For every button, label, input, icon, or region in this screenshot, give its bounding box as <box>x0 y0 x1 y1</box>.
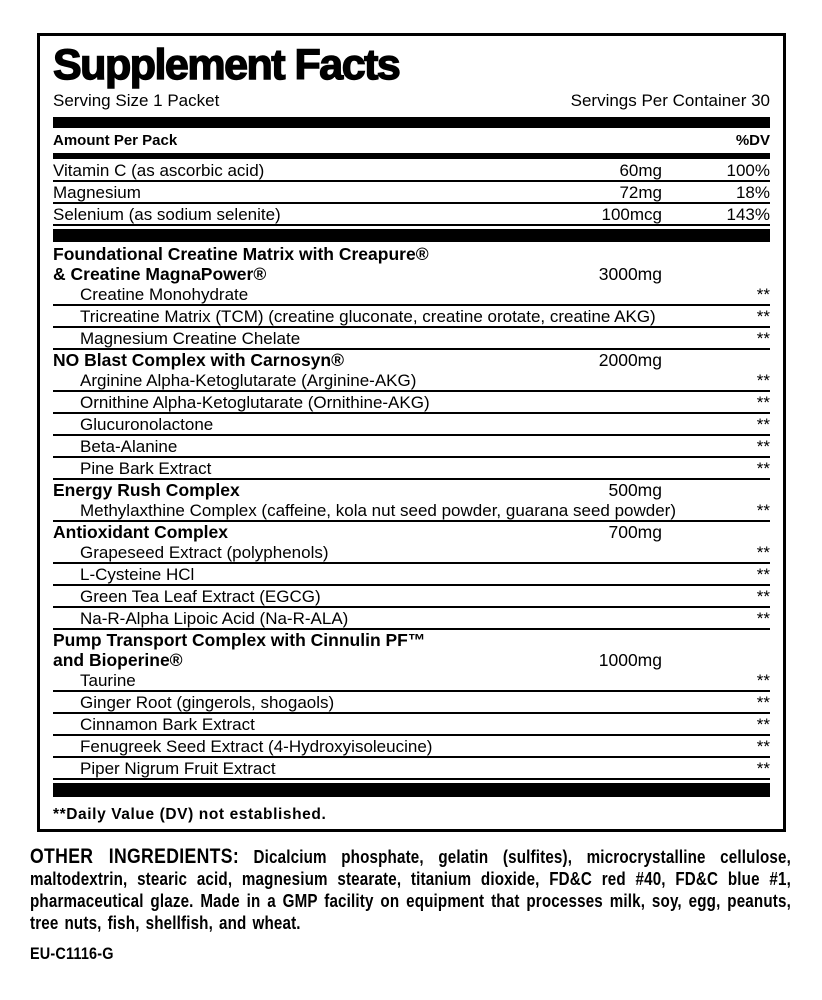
complex-ingredient-row <box>53 608 770 630</box>
complex-ingredient-row <box>53 284 770 306</box>
ingredient-name: Selenium (as sodium selenite) <box>53 205 281 224</box>
other-ingredients-text: Dicalcium phosphate, gelatin (sulfites), microcrystalline cellulose, maltodextrin, stearic acid, magnesium stearate, titanium dioxide, FD&C red #40, FD&C blue #1, pharmaceutical glaze. Made in a GMP facility on equipment that processes milk, soy, egg, peanuts, tree nuts, fish, shellfish, and wheat. <box>30 846 791 933</box>
complex-ingredient-row <box>53 458 770 480</box>
complex-heading-row <box>53 522 770 542</box>
ingredient-dv: ** <box>756 501 770 520</box>
complex-ingredient-row <box>53 586 770 608</box>
ingredient-name: Pump Transport Complex with Cinnulin PF™ <box>53 630 426 650</box>
ingredient-name: Energy Rush Complex <box>53 480 240 500</box>
vitamin-row <box>53 182 770 204</box>
ingredient-dv: 143% <box>726 205 770 224</box>
ingredient-dv: ** <box>756 609 770 628</box>
other-ingredients-paragraph <box>30 845 791 934</box>
complex-ingredient-row <box>53 436 770 458</box>
ingredient-name: Cinnamon Bark Extract <box>80 715 255 734</box>
panel-title: Supplement Facts <box>53 41 400 89</box>
complex-ingredient-row <box>53 736 770 758</box>
complex-ingredient-row <box>53 542 770 564</box>
ingredient-dv: ** <box>756 307 770 326</box>
complex-ingredient-row <box>53 392 770 414</box>
ingredient-dv: 100% <box>726 161 770 180</box>
ingredient-amount: 3000mg <box>598 264 662 284</box>
ingredient-name: Foundational Creatine Matrix with Creapure® <box>53 244 429 264</box>
ingredient-dv: ** <box>756 565 770 584</box>
complex-heading-row <box>53 264 770 284</box>
ingredient-name: Creatine Monohydrate <box>80 285 249 304</box>
ingredient-name: L-Cysteine HCl <box>80 565 195 584</box>
ingredient-amount: 100mcg <box>601 205 662 224</box>
dv-footnote: **Daily Value (DV) not established. <box>53 806 327 823</box>
amount-column-header: Amount Per Pack <box>53 132 178 149</box>
ingredient-name: Glucuronolactone <box>80 415 214 434</box>
vitamin-rows <box>53 160 770 226</box>
ingredient-name: Grapeseed Extract (polyphenols) <box>80 543 329 562</box>
complex-heading-row <box>53 650 770 670</box>
ingredient-name: Arginine Alpha-Ketoglutarate (Arginine-AKG) <box>80 371 417 390</box>
complex-ingredient-row <box>53 564 770 586</box>
servings-per-container: Servings Per Container 30 <box>570 91 770 110</box>
ingredient-name: Tricreatine Matrix (TCM) (creatine gluconate, creatine orotate, creatine AKG) <box>80 307 656 326</box>
complex-ingredient-row <box>53 758 770 780</box>
dv-column-header: %DV <box>735 132 770 149</box>
ingredient-name: Beta-Alanine <box>80 437 178 456</box>
other-ingredients-heading: OTHER INGREDIENTS: <box>30 844 240 868</box>
complex-heading-row <box>53 244 770 264</box>
ingredient-dv: 18% <box>735 183 770 202</box>
complex-ingredient-row <box>53 328 770 350</box>
complex-ingredient-row <box>53 306 770 328</box>
ingredient-dv: ** <box>756 459 770 478</box>
ingredient-dv: ** <box>756 285 770 304</box>
product-code: EU-C1116-G <box>30 944 114 963</box>
ingredient-amount: 700mg <box>608 522 662 542</box>
ingredient-dv: ** <box>756 437 770 456</box>
ingredient-name: NO Blast Complex with Carnosyn® <box>53 350 344 370</box>
ingredient-name: Fenugreek Seed Extract (4-Hydroxyisoleucine) <box>80 737 433 756</box>
ingredient-amount: 72mg <box>619 183 662 202</box>
ingredient-dv: ** <box>756 671 770 690</box>
ingredient-amount: 2000mg <box>598 350 662 370</box>
column-header-row <box>53 130 770 152</box>
ingredient-dv: ** <box>756 415 770 434</box>
complex-ingredient-row <box>53 714 770 736</box>
ingredient-dv: ** <box>756 543 770 562</box>
ingredient-dv: ** <box>756 759 770 778</box>
ingredient-name: Na-R-Alpha Lipoic Acid (Na-R-ALA) <box>80 609 349 628</box>
serving-size: Serving Size 1 Packet <box>53 91 220 110</box>
complex-heading-row <box>53 480 770 500</box>
divider-bar-bottom <box>53 783 770 797</box>
ingredient-amount: 500mg <box>608 480 662 500</box>
ingredient-name: Antioxidant Complex <box>53 522 229 542</box>
complex-heading-row <box>53 630 770 650</box>
ingredient-dv: ** <box>756 715 770 734</box>
complex-ingredient-row <box>53 670 770 692</box>
ingredient-name: Green Tea Leaf Extract (EGCG) <box>80 587 321 606</box>
ingredient-dv: ** <box>756 371 770 390</box>
complex-ingredient-row <box>53 414 770 436</box>
ingredient-dv: ** <box>756 693 770 712</box>
complex-ingredient-row <box>53 500 770 522</box>
ingredient-dv: ** <box>756 393 770 412</box>
vitamin-row <box>53 160 770 182</box>
ingredient-name: Magnesium Creatine Chelate <box>80 329 301 348</box>
complex-rows <box>53 244 770 780</box>
ingredient-name: Pine Bark Extract <box>80 459 212 478</box>
ingredient-name: Taurine <box>80 671 136 690</box>
ingredient-name: Magnesium <box>53 183 141 202</box>
ingredient-name: Ornithine Alpha-Ketoglutarate (Ornithine-AKG) <box>80 393 430 412</box>
ingredient-amount: 60mg <box>619 161 662 180</box>
divider-bar-medium <box>53 153 770 159</box>
ingredient-name: and Bioperine® <box>53 650 183 670</box>
complex-ingredient-row <box>53 370 770 392</box>
ingredient-name: Ginger Root (gingerols, shogaols) <box>80 693 335 712</box>
ingredient-dv: ** <box>756 587 770 606</box>
ingredient-dv: ** <box>756 329 770 348</box>
complex-ingredient-row <box>53 692 770 714</box>
ingredient-name: Methylaxthine Complex (caffeine, kola nut seed powder, guarana seed powder) <box>80 501 676 520</box>
serving-info-row <box>53 90 770 116</box>
complex-heading-row <box>53 350 770 370</box>
ingredient-dv: ** <box>756 737 770 756</box>
ingredient-name: Vitamin C (as ascorbic acid) <box>53 161 265 180</box>
supplement-facts-panel <box>37 33 786 832</box>
vitamin-row <box>53 204 770 226</box>
ingredient-name: Piper Nigrum Fruit Extract <box>80 759 276 778</box>
ingredient-name: & Creatine MagnaPower® <box>53 264 267 284</box>
divider-bar-thick <box>53 229 770 242</box>
ingredient-amount: 1000mg <box>598 650 662 670</box>
divider-bar-thick <box>53 117 770 128</box>
